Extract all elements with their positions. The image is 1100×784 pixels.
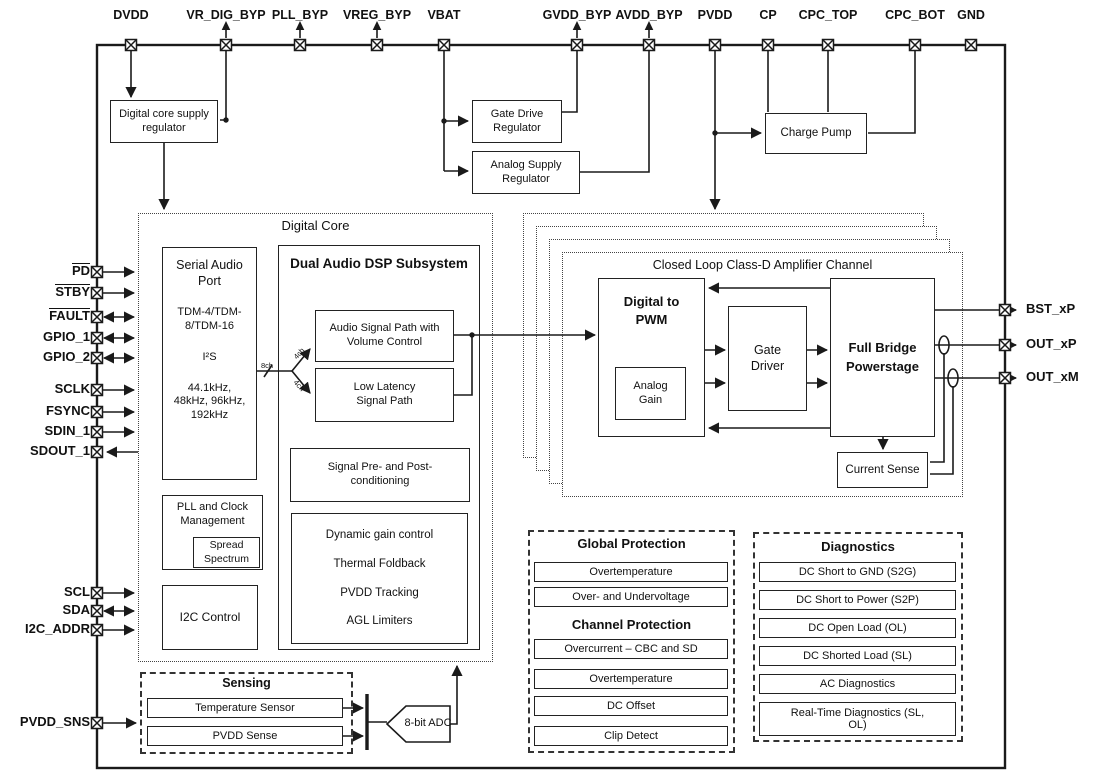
pin-label-vr-dig-byp: VR_DIG_BYP xyxy=(186,8,266,22)
temperature-sensor-row xyxy=(147,698,343,718)
protection-row-overtemp-global xyxy=(534,562,728,582)
pin-label-bst-xp: BST_xP xyxy=(1026,301,1076,316)
feature-agl-limiters: AGL Limiters xyxy=(346,615,413,628)
pin-label-pll-byp: PLL_BYP xyxy=(271,8,329,22)
pin-label-gpio2: GPIO_2 xyxy=(43,349,90,364)
audio-signal-path-label: Audio Signal Path with Volume Control xyxy=(329,322,440,348)
feature-thermal-foldback: Thermal Foldback xyxy=(333,557,426,570)
overtemp-global-label: Overtemperature xyxy=(589,565,673,578)
gate-driver-label: Gate Driver xyxy=(750,342,785,373)
diag-row-ac xyxy=(759,674,956,694)
full-bridge-block xyxy=(830,278,935,437)
diag-row-s2p xyxy=(759,590,956,610)
analog-supply-regulator-block xyxy=(472,151,580,194)
over-undervoltage-label: Over- and Undervoltage xyxy=(572,590,690,603)
audio-signal-path-block xyxy=(315,310,454,362)
pin-label-sda: SDA xyxy=(62,602,90,617)
pin-label-cpc-top: CPC_TOP xyxy=(798,8,858,22)
feature-pvdd-tracking: PVDD Tracking xyxy=(340,586,419,599)
diag-row-shorted-load xyxy=(759,646,956,666)
analog-gain-label: Analog Gain xyxy=(633,379,668,406)
pin-label-i2c-addr: I2C_ADDR xyxy=(24,621,90,636)
overtemp-channel-label: Overtemperature xyxy=(589,672,673,685)
digital-to-pwm-label: Digital to PWM xyxy=(623,294,680,328)
analog-gain-block xyxy=(615,367,686,420)
analog-supply-regulator-label: Analog Supply Regulator xyxy=(490,158,562,185)
pin-label-vbat: VBAT xyxy=(427,8,461,22)
serial-audio-port-rates: 44.1kHz, 48kHz, 96kHz, 192kHz xyxy=(173,381,246,421)
pin-label-sclk: SCLK xyxy=(54,381,90,396)
full-bridge-label: Full Bridge Powerstage xyxy=(846,340,919,374)
pin-label-pvdd-sns: PVDD_SNS xyxy=(19,714,90,729)
bypass-arrows xyxy=(222,21,654,38)
protection-row-overtemp-channel xyxy=(534,669,728,689)
current-sense-label: Current Sense xyxy=(845,463,920,476)
global-protection-title: Global Protection xyxy=(577,536,686,551)
dsp-title: Dual Audio DSP Subsystem xyxy=(290,256,468,271)
pvdd-sense-label: PVDD Sense xyxy=(212,729,278,742)
diagnostics-title: Diagnostics xyxy=(821,539,895,554)
pin-label-gvdd-byp: GVDD_BYP xyxy=(542,8,612,22)
pin-label-gnd: GND xyxy=(957,8,985,22)
serial-audio-port-formats: TDM-4/TDM-8/TDM-16 xyxy=(177,306,242,332)
pin-label-stby xyxy=(55,284,90,300)
pin-label-scl: SCL xyxy=(64,584,90,599)
diag-row-open-load xyxy=(759,618,956,638)
pin-label-avdd-byp: AVDD_BYP xyxy=(615,8,683,22)
pin-label-cp: CP xyxy=(759,8,777,22)
digital-core-title: Digital Core xyxy=(281,218,350,233)
channel-protection-title: Channel Protection xyxy=(571,617,692,632)
i2c-control-block xyxy=(162,585,258,650)
pin-label-fsync: FSYNC xyxy=(45,403,90,418)
sensing-title: Sensing xyxy=(222,676,271,690)
protection-row-clip-detect xyxy=(534,726,728,746)
digital-core-supply-regulator-block xyxy=(110,100,218,143)
charge-pump-block xyxy=(765,113,867,154)
bus-label-8ch: 8ch xyxy=(261,361,274,370)
gate-drive-regulator-block xyxy=(472,100,562,143)
bus-label-4ch-up: 4ch xyxy=(291,345,307,362)
pin-label-pvdd: PVDD xyxy=(697,8,733,22)
clip-detect-label: Clip Detect xyxy=(604,729,658,742)
diag-open-load-label: DC Open Load (OL) xyxy=(808,621,907,634)
diag-realtime-label: Real-Time Diagnostics (SL, OL) xyxy=(790,706,925,731)
pin-label-sdin1: SDIN_1 xyxy=(44,423,90,438)
pvdd-sense-row xyxy=(147,726,343,746)
digital-core-supply-regulator-label: Digital core supply regulator xyxy=(119,107,209,134)
pin-label-gpio1: GPIO_1 xyxy=(43,329,90,344)
diag-s2g-label: DC Short to GND (S2G) xyxy=(798,565,917,578)
serial-audio-port-block xyxy=(162,247,257,480)
pin-label-pd xyxy=(72,263,90,279)
current-sense-block xyxy=(837,452,928,488)
serial-audio-port-i2s: I²S xyxy=(202,350,217,363)
pd-text: PD xyxy=(71,263,90,278)
stby-text: STBY xyxy=(55,284,90,299)
gain-features-block xyxy=(291,513,468,644)
signal-conditioning-label: Signal Pre- and Post-conditioning xyxy=(327,461,433,487)
pin-label-fault xyxy=(49,308,90,324)
pll-clock-label: PLL and Clock Management xyxy=(176,501,249,527)
overcurrent-label: Overcurrent – CBC and SD xyxy=(564,642,698,655)
diag-s2p-label: DC Short to Power (S2P) xyxy=(796,593,919,606)
temperature-sensor-label: Temperature Sensor xyxy=(195,701,295,714)
i2c-control-label: I2C Control xyxy=(179,610,241,624)
spread-spectrum-label: Spread Spectrum xyxy=(204,539,249,565)
pin-label-sdout1: SDOUT_1 xyxy=(30,443,90,458)
pin-label-out-xm: OUT_xM xyxy=(1026,369,1079,384)
dc-offset-label: DC Offset xyxy=(606,699,656,712)
low-latency-path-label: Low Latency Signal Path xyxy=(353,381,416,407)
diag-shorted-load-label: DC Shorted Load (SL) xyxy=(803,649,912,662)
protection-row-overcurrent xyxy=(534,639,728,659)
low-latency-path-block xyxy=(315,368,454,422)
adc-label: 8-bit ADC xyxy=(404,717,452,729)
serial-audio-port-title: Serial Audio Port xyxy=(176,258,243,288)
channel-title: Closed Loop Class-D Amplifier Channel xyxy=(652,258,873,272)
charge-pump-label: Charge Pump xyxy=(780,127,852,140)
spread-spectrum-block xyxy=(193,537,260,568)
pin-label-dvdd: DVDD xyxy=(113,8,149,22)
fault-text: FAULT xyxy=(49,308,90,323)
diag-row-realtime xyxy=(759,702,956,736)
pin-label-vreg-byp: VREG_BYP xyxy=(342,8,412,22)
protection-row-over-undervoltage xyxy=(534,587,728,607)
diag-row-s2g xyxy=(759,562,956,582)
bus-label-4ch-down: 4ch xyxy=(291,377,307,394)
protection-row-dc-offset xyxy=(534,696,728,716)
gate-drive-regulator-label: Gate Drive Regulator xyxy=(490,107,544,134)
gate-driver-block xyxy=(728,306,807,411)
pin-label-out-xp: OUT_xP xyxy=(1026,336,1077,351)
pin-label-cpc-bot: CPC_BOT xyxy=(885,8,945,22)
signal-conditioning-block xyxy=(290,448,470,502)
diag-ac-label: AC Diagnostics xyxy=(819,677,896,690)
feature-dynamic-gain: Dynamic gain control xyxy=(325,529,434,542)
